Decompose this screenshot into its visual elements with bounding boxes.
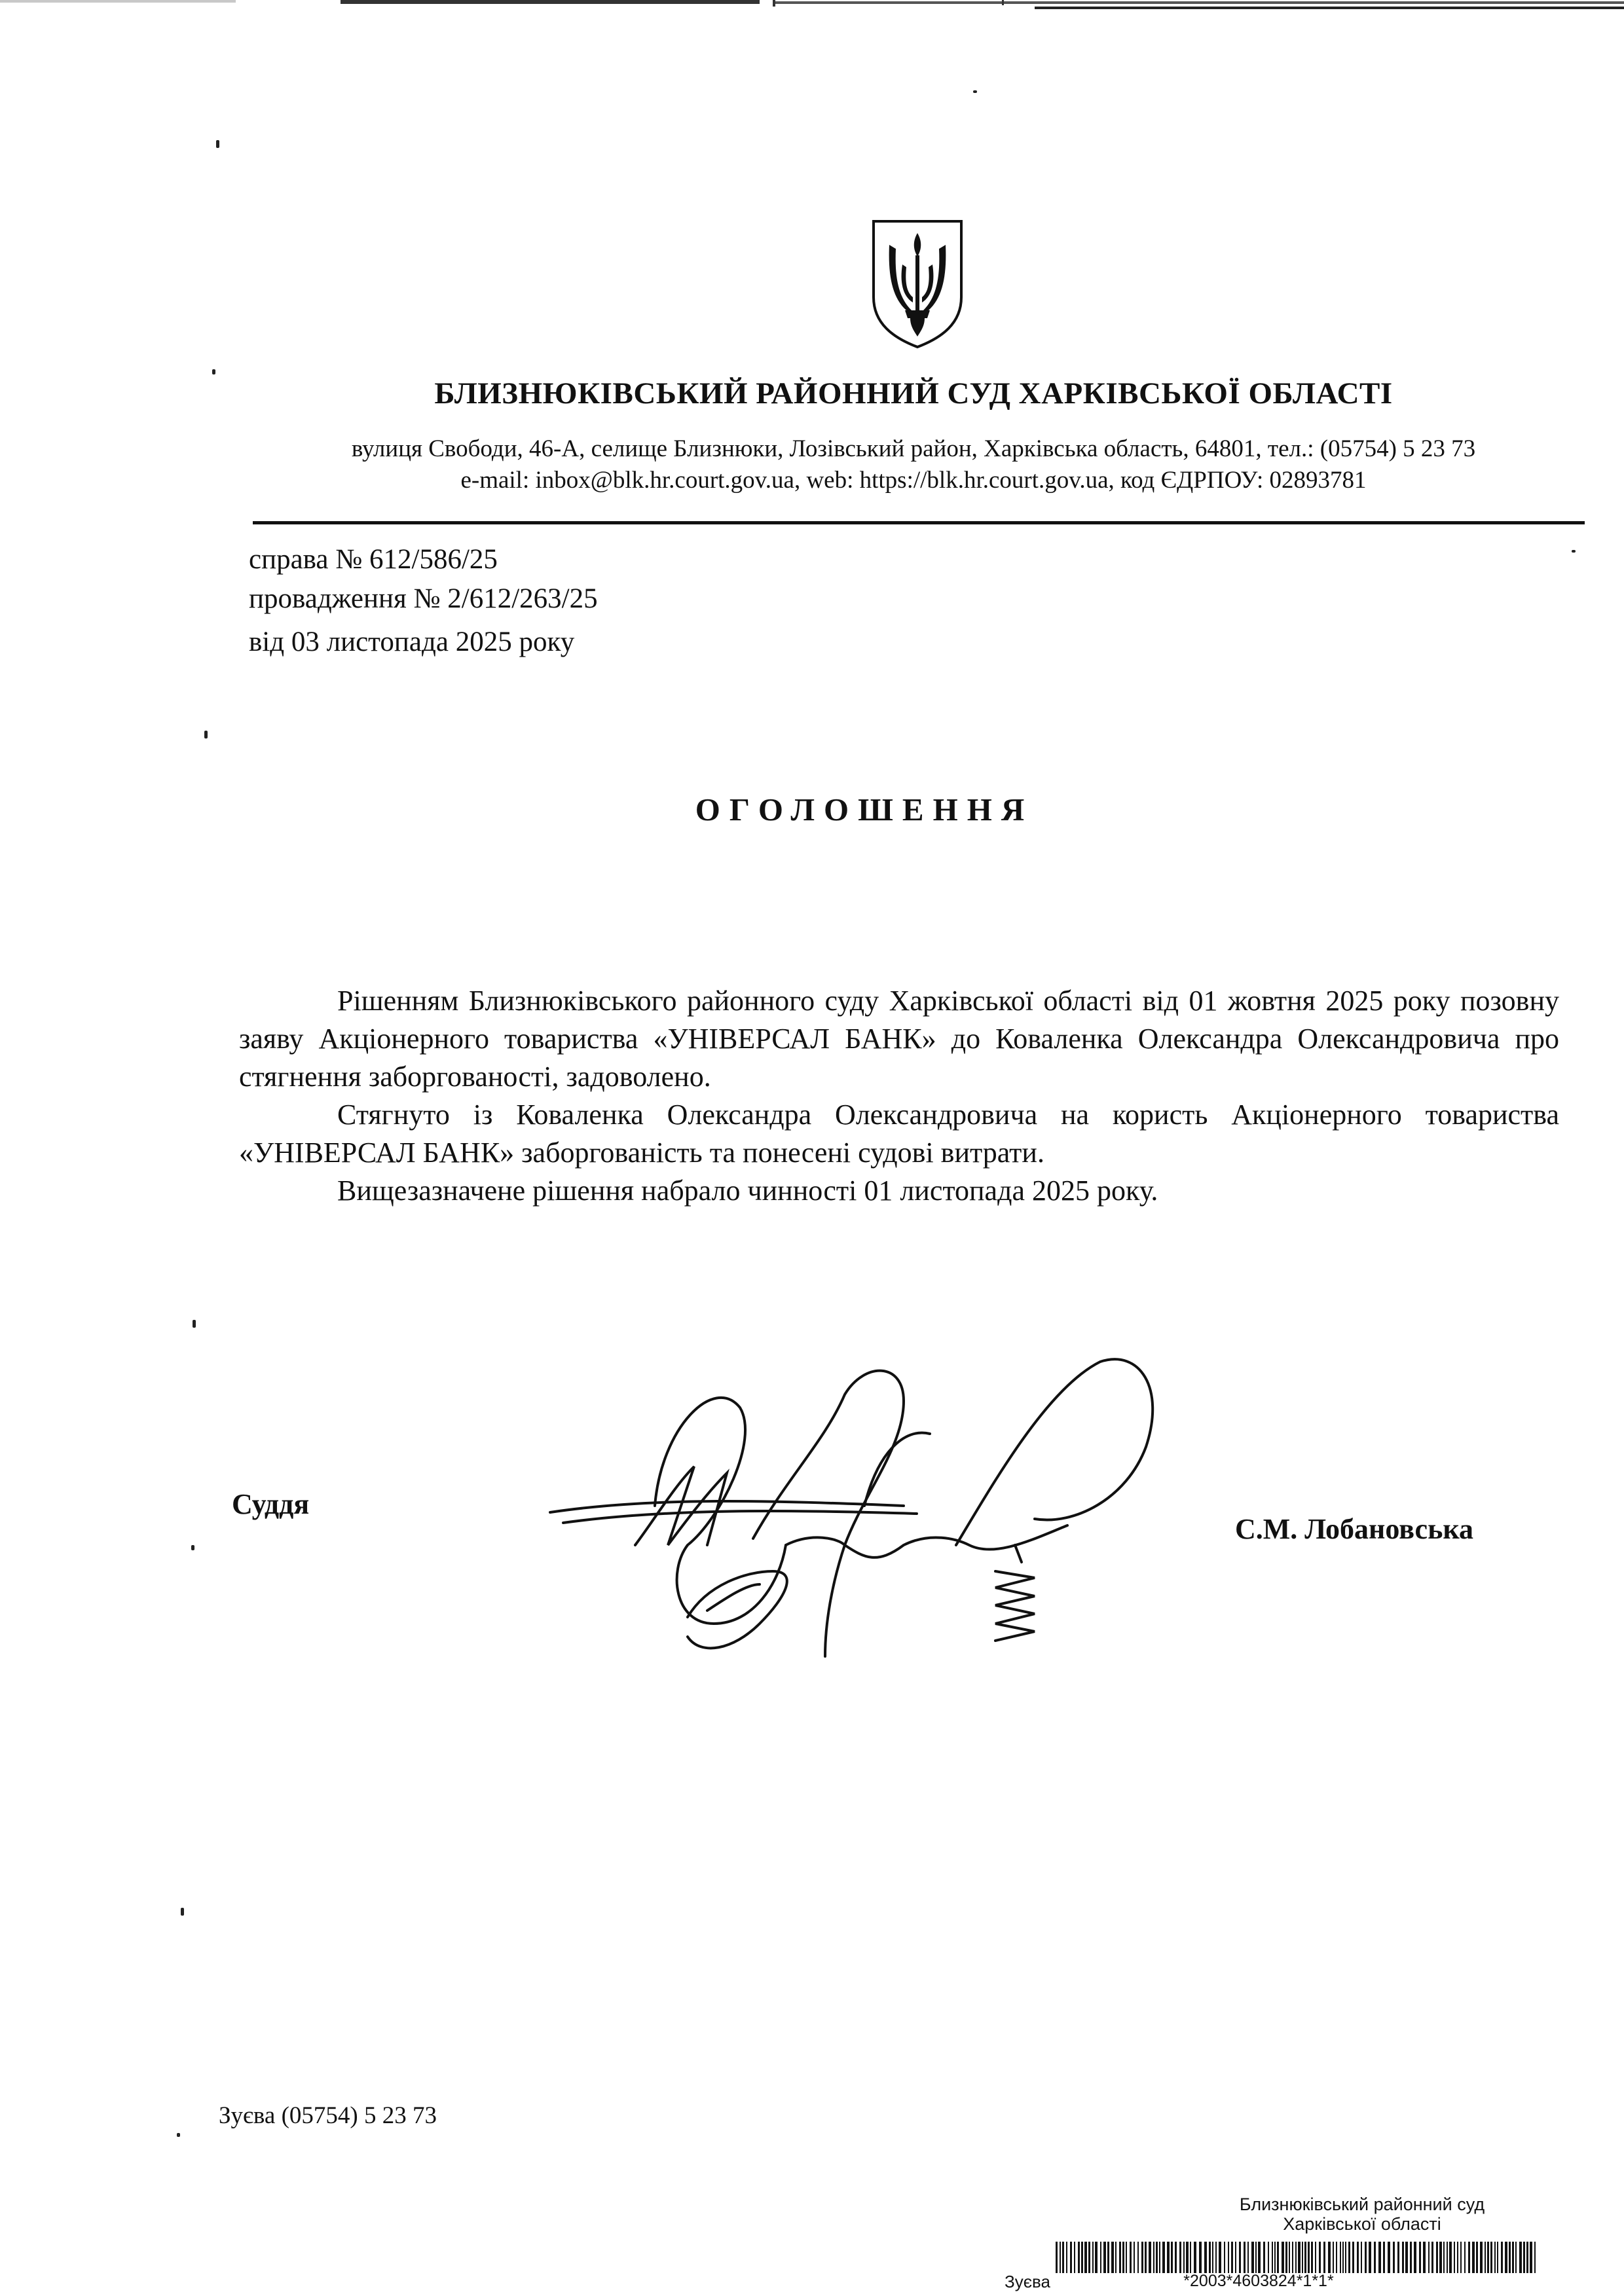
barcode-bar [1175,2242,1177,2273]
barcode-bar [1308,2242,1310,2273]
barcode-bar [1272,2242,1273,2273]
barcode-bar [1263,2242,1265,2273]
barcode-bar [1342,2242,1344,2273]
barcode-bar [1414,2242,1416,2273]
barcode-bar [1457,2242,1458,2273]
barcode-bar [1186,2242,1189,2273]
barcode-bar [1298,2242,1301,2273]
barcode-bar [1302,2242,1303,2273]
barcode-bar [1319,2242,1321,2273]
scan-speck [181,1908,184,1916]
barcode-bar [1289,2242,1290,2273]
court-contacts: e-mail: inbox@blk.hr.court.gov.ua, web: https://blk.hr.court.gov.ua, код ЄДРПОУ: 02893781 [460,467,1367,494]
barcode-bar [1505,2242,1507,2273]
barcode-bar [1111,2242,1114,2273]
executor-contact: Зуєва (05754) 5 23 73 [219,2102,437,2129]
barcode-bar [1323,2242,1325,2273]
notice-body [239,982,1559,1210]
scan-speck [212,369,215,374]
barcode-bar [1333,2242,1334,2273]
notice-paragraph: Рішенням Близнюківського районного суду Харківської області від 01 жовтня 2025 року позовну заяву Акціонерного товариства «УНІВЕРСАЛ БАНК» до Коваленка Олександра Олександровича про стягнення заборгованості, задоволено. [239,985,1559,1093]
judge-label: Суддя [232,1488,310,1520]
barcode-bar [1167,2242,1170,2273]
barcode-bar [1526,2242,1528,2273]
barcode-bar [1070,2242,1072,2273]
registry-stamp [1061,2195,1624,2234]
barcode-bar [1107,2242,1109,2273]
barcode-bar [1224,2242,1225,2273]
barcode-bar [1141,2242,1143,2273]
barcode-bar [1153,2242,1154,2273]
barcode-bar [1194,2242,1196,2273]
barcode-bar [1277,2242,1279,2273]
scan-speck [193,1320,196,1328]
barcode-bar [1515,2242,1517,2273]
barcode-bar [1530,2242,1532,2273]
barcode-bar [1523,2242,1525,2273]
barcode-bar [1056,2242,1058,2273]
barcode-bar [1122,2242,1124,2273]
barcode-bar [1454,2242,1455,2273]
barcode-bar [1328,2242,1331,2273]
barcode-bar [1490,2242,1492,2273]
court-address: вулиця Свободи, 46-А, селище Близнюки, Лозівський район, Харківська область, 64801, тел.: (05754) 5 23 73 [351,435,1476,462]
stamp-executor: Зуєва [1005,2272,1050,2291]
barcode-bar [1134,2242,1135,2273]
barcode-bar [1402,2242,1404,2273]
barcode-bar [1419,2242,1421,2273]
barcode-bar [1145,2242,1147,2273]
barcode-bar [1274,2242,1276,2273]
barcode-bar [1468,2242,1470,2273]
barcode-bar [1304,2242,1306,2273]
barcode-bar [1509,2242,1511,2273]
case-number: справа № 612/586/25 [249,544,498,575]
barcode-number: *2003*4603824*1*1* [1183,2272,1334,2290]
court-name: БЛИЗНЮКІВСЬКИЙ РАЙОННИЙ СУД ХАРКІВСЬКОЇ ОБЛАСТІ [434,376,1393,410]
notice-paragraph: Стягнуто із Коваленка Олександра Олександровича на користь Акціонерного товариства «УНІВЕРСАЛ БАНК» заборгованість та понесені судові витрати. [239,1099,1559,1169]
barcode-bar [1088,2242,1090,2273]
barcode-bar [1081,2242,1083,2273]
barcode-bar [1460,2242,1462,2273]
barcode-bar [1447,2242,1448,2273]
barcode-bar [1443,2242,1445,2273]
barcode-bar [1501,2242,1503,2273]
barcode-bar [1103,2242,1106,2273]
barcode-bar [1115,2242,1116,2273]
barcode-bar [1244,2242,1246,2273]
scan-speck [191,1545,194,1550]
barcode-bar [1258,2242,1261,2273]
barcode-bar [1156,2242,1158,2273]
scan-speck [973,90,977,93]
barcode-bar [1219,2242,1221,2273]
scan-edge-artifact [0,0,1624,26]
barcode-bar [1074,2242,1075,2273]
barcode-bar [1119,2242,1121,2273]
barcode-bar [1078,2242,1080,2273]
barcode-bar [1285,2242,1287,2273]
barcode-bar [1449,2242,1452,2273]
barcode-bar [1439,2242,1442,2273]
barcode-bar [1315,2242,1316,2273]
barcode-bar [1519,2242,1522,2273]
barcode-bar [1066,2242,1067,2273]
barcode-bar [1534,2242,1536,2273]
barcode-bar [1431,2242,1433,2273]
barcode-bar [1423,2242,1426,2273]
barcode-bar [1282,2242,1284,2273]
header-divider [253,521,1585,524]
barcode-bar [1092,2242,1094,2273]
barcode-bar [1268,2242,1269,2273]
barcode-bar [1374,2242,1376,2273]
stamp-region: Харківської області [1283,2214,1441,2234]
barcode-bar [1352,2242,1354,2273]
barcode-bar [1480,2242,1483,2273]
barcode-bar [1405,2242,1408,2273]
barcode-bar [1095,2242,1098,2273]
barcode-bar [1162,2242,1165,2273]
barcode-bar [1149,2242,1151,2273]
scan-speck [204,731,208,738]
barcode-bar [1512,2242,1514,2273]
barcode-bar [1126,2242,1127,2273]
barcode-bar [1348,2242,1350,2273]
notice-title: ОГОЛОШЕННЯ [695,792,1034,828]
scan-speck [177,2133,180,2137]
barcode-bar [1311,2242,1313,2273]
barcode-bar [1179,2242,1181,2273]
handwritten-signature [537,1349,1185,1702]
barcode-bar [1228,2242,1229,2273]
barcode-bar [1084,2242,1087,2273]
barcode-bar [1428,2242,1430,2273]
barcode-bar [1494,2242,1496,2273]
barcode-bar [1212,2242,1213,2273]
barcode-bar [1295,2242,1297,2273]
barcode-bar [1472,2242,1475,2273]
barcode-bar [1383,2242,1385,2273]
barcode-bar [1410,2242,1412,2273]
barcode-bar [1336,2242,1337,2273]
barcode-bar [1369,2242,1371,2273]
barcode-bar [1100,2242,1101,2273]
barcode-bar [1190,2242,1191,2273]
barcode-bar [1397,2242,1399,2273]
trident-coat-of-arms-icon [870,219,965,350]
barcode-bar [1215,2242,1217,2273]
barcode-bar [1171,2242,1173,2273]
barcode-bar [1476,2242,1478,2273]
barcode-bar [1204,2242,1207,2273]
barcode-bar [1199,2242,1202,2273]
barcode-bar [1247,2242,1249,2273]
proceeding-number: провадження № 2/612/263/25 [249,583,598,614]
notice-paragraph: Вищезазначене рішення набрало чинності 01 листопада 2025 року. [337,1175,1158,1207]
barcode-bar [1137,2242,1139,2273]
barcode-bar [1231,2242,1233,2273]
barcode-bar [1340,2242,1341,2273]
scan-speck [216,140,219,148]
barcode-bar [1464,2242,1466,2273]
judge-name: С.М. Лобановська [1235,1513,1474,1545]
barcode-bar [1485,2242,1486,2273]
case-date: від 03 листопада 2025 року [249,627,575,657]
barcode-bar [1062,2242,1064,2273]
scan-speck [1572,550,1576,553]
barcode-bar [1436,2242,1438,2273]
barcode-bar [1497,2242,1498,2273]
barcode-bar [1357,2242,1359,2273]
barcode-bar [1239,2242,1241,2273]
barcode-bar [1159,2242,1160,2273]
barcode-bar [1361,2242,1362,2273]
stamp-court-name: Близнюківський районний суд [1239,2195,1485,2214]
barcode-bar [1365,2242,1367,2273]
barcode-bar [1388,2242,1390,2273]
barcode-bar [1235,2242,1236,2273]
barcode-bar [1060,2242,1061,2273]
barcode-bar [1345,2242,1346,2273]
barcode-bar [1209,2242,1211,2273]
barcode-bar [1251,2242,1254,2273]
barcode-bar [1378,2242,1381,2273]
barcode-bar [1487,2242,1489,2273]
barcode-bar [1130,2242,1132,2273]
barcode-bar [1183,2242,1185,2273]
barcode-bar [1292,2242,1293,2273]
barcode-bar [1255,2242,1257,2273]
barcode-bar [1393,2242,1395,2273]
